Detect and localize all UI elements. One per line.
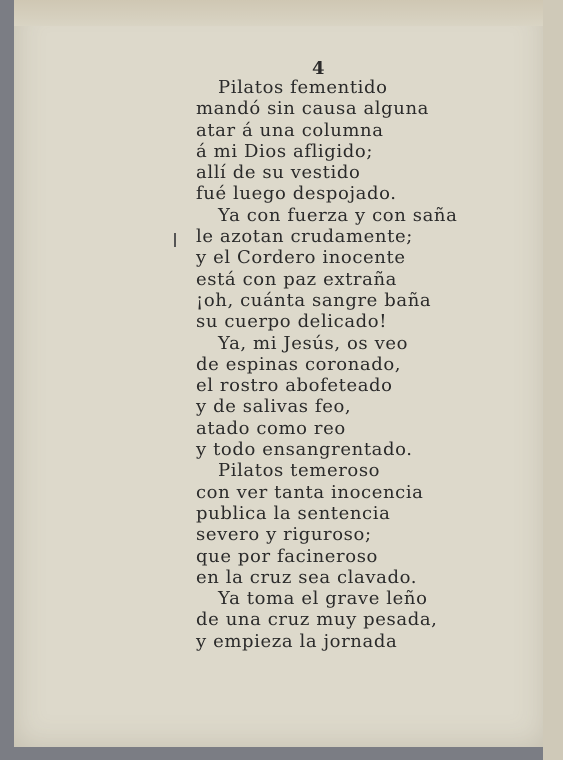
poem-line: y empieza la jornada <box>196 630 398 652</box>
poem-line: su cuerpo delicado! <box>196 311 388 333</box>
poem-line: de una cruz muy pesada, <box>196 609 438 631</box>
poem-line: de espinas coronado, <box>196 353 402 375</box>
poem-line: Pilatos temeroso <box>218 460 381 482</box>
poem-line: y todo ensangrentado. <box>196 439 413 461</box>
poem-line: publica la sentencia <box>196 502 391 524</box>
poem-line: Pilatos fementido <box>218 77 388 98</box>
poem-line: Ya, mi Jesús, os veo <box>218 332 409 354</box>
page-number: 4 <box>312 58 325 79</box>
poem-line: atar á una columna <box>196 119 384 141</box>
poem-line: está con paz extraña <box>196 268 397 290</box>
poem-line: mandó sin causa alguna <box>196 98 430 120</box>
poem-line: y de salivas feo, <box>196 396 352 418</box>
poem-line: Ya con fuerza y con saña <box>218 204 458 226</box>
poem-line: á mi Dios afligido; <box>196 140 373 162</box>
poem-line: Ya toma el grave leño <box>218 588 428 610</box>
poem-line: le azotan crudamente; <box>196 226 413 248</box>
poem-line: atado como reo <box>196 417 346 439</box>
poem-line: fué luego despojado. <box>196 183 397 205</box>
poem-line: que por facineroso <box>196 545 378 567</box>
poem-text <box>0 77 563 652</box>
poem-line: y el Cordero inocente <box>196 247 406 269</box>
poem-line: severo y riguroso; <box>196 524 372 546</box>
poem-line: allí de su vestido <box>196 162 361 184</box>
poem-line: con ver tanta inocencia <box>196 481 424 503</box>
poem-line: en la cruz sea clavado. <box>196 566 418 588</box>
poem-line: ¡oh, cuánta sangre baña <box>196 289 432 311</box>
poem-line: el rostro abofeteado <box>196 375 393 397</box>
page-top-edge <box>14 0 546 26</box>
